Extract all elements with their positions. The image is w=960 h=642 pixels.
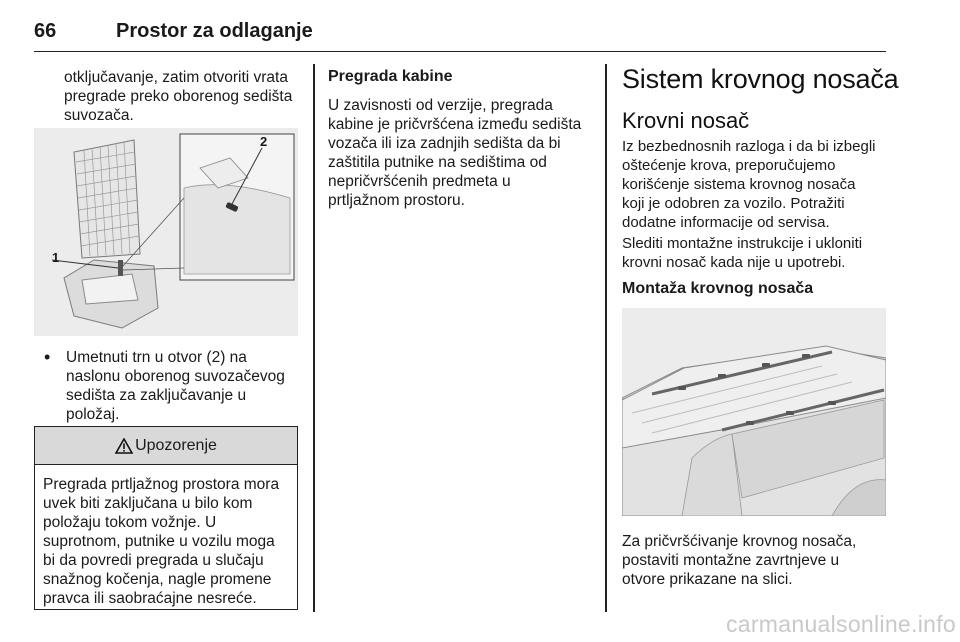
van-roof-drawing xyxy=(622,308,886,516)
warning-title: Upozorenje xyxy=(135,436,217,454)
text-line: Slediti montažne instrukcije i ukloniti xyxy=(622,235,863,252)
text-line: položaj. xyxy=(66,406,120,423)
page-header xyxy=(34,8,886,52)
text-line: vozača ili iza zadnjih sedišta da bi xyxy=(328,135,561,152)
callout-2: 2 xyxy=(260,134,268,149)
bullet-dot: • xyxy=(44,347,51,367)
cabin-partition-heading: Pregrada kabine xyxy=(328,68,453,85)
text-line: naslonu oborenog suvozačevog xyxy=(66,368,285,385)
text-line: uvek biti zaključana u bilo kom xyxy=(43,495,253,512)
text-line: snažnog kočenja, nagle promene xyxy=(43,571,272,588)
section-title: Sistem krovnog nosača xyxy=(622,64,899,94)
text-line: suvozača. xyxy=(64,107,134,124)
text-line: Pregrada prtljažnog prostora mora xyxy=(43,476,280,493)
watermark: carmanualsonline.info xyxy=(725,611,956,637)
text-line: kabine je pričvršćena između sedišta xyxy=(328,116,582,133)
text-line: bi da povredi pregrada u slučaju xyxy=(43,552,264,569)
text-line: postaviti montažne zavrtnjeve u xyxy=(622,552,840,569)
text-line: prtljažnom prostoru. xyxy=(328,192,465,209)
callout-1: 1 xyxy=(52,250,60,265)
column-divider-left xyxy=(313,64,315,612)
text-line: Umetnuti trn u otvor (2) na xyxy=(66,349,247,366)
warning-box xyxy=(34,426,298,610)
text-line: Iz bezbednosnih razloga i da bi izbegli xyxy=(622,138,876,155)
text-line: krovni nosač kada nije u upotrebi. xyxy=(622,254,846,271)
cabin-partition-text xyxy=(328,96,598,210)
roof-rack-paragraph-2 xyxy=(622,234,890,272)
partition-lock-drawing xyxy=(34,128,298,336)
subsection-title: Krovni nosač xyxy=(622,108,750,133)
roof-rack-paragraph-1 xyxy=(622,137,890,232)
text-line: otključavanje, zatim otvoriti vrata xyxy=(64,69,288,86)
warning-header xyxy=(35,427,297,465)
text-line: oštećenje krova, preporučujemo xyxy=(622,157,836,174)
warning-text xyxy=(35,465,297,608)
text-line: nepričvršćenih predmeta u xyxy=(328,173,511,190)
text-line: korišćenje sistema krovnog nosača xyxy=(622,176,856,193)
text-line: dodatne informacije od servisa. xyxy=(622,214,830,231)
mounting-heading: Montaža krovnog nosača xyxy=(622,280,814,297)
page-number: 66 xyxy=(34,20,57,42)
text-line: sedišta za zaključavanje u xyxy=(66,387,247,404)
roof-rack-illustration xyxy=(622,308,886,516)
roof-rack-caption xyxy=(622,532,890,589)
text-line: U zavisnosti od verzije, pregrada xyxy=(328,97,553,114)
page-title: Prostor za odlaganje xyxy=(116,20,313,42)
text-line: pravca ili saobraćajne nesreće. xyxy=(43,590,257,607)
text-line: Za pričvršćivanje krovnog nosača, xyxy=(622,533,857,550)
left-intro-text xyxy=(64,68,304,125)
warning-triangle-icon xyxy=(115,438,133,454)
text-line: zaštitila putnike na sedištima od xyxy=(328,154,547,171)
column-divider-right xyxy=(605,64,607,612)
text-line: otvore prikazane na slici. xyxy=(622,571,793,588)
text-line: pregrade preko oborenog sedišta xyxy=(64,88,293,105)
text-line: koji je odobren za vozilo. Potražiti xyxy=(622,195,845,212)
partition-lock-illustration xyxy=(34,128,298,336)
text-line: položaju tokom vožnje. U xyxy=(43,514,217,531)
text-line: suprotnom, putnike u vozilu moga xyxy=(43,533,275,550)
